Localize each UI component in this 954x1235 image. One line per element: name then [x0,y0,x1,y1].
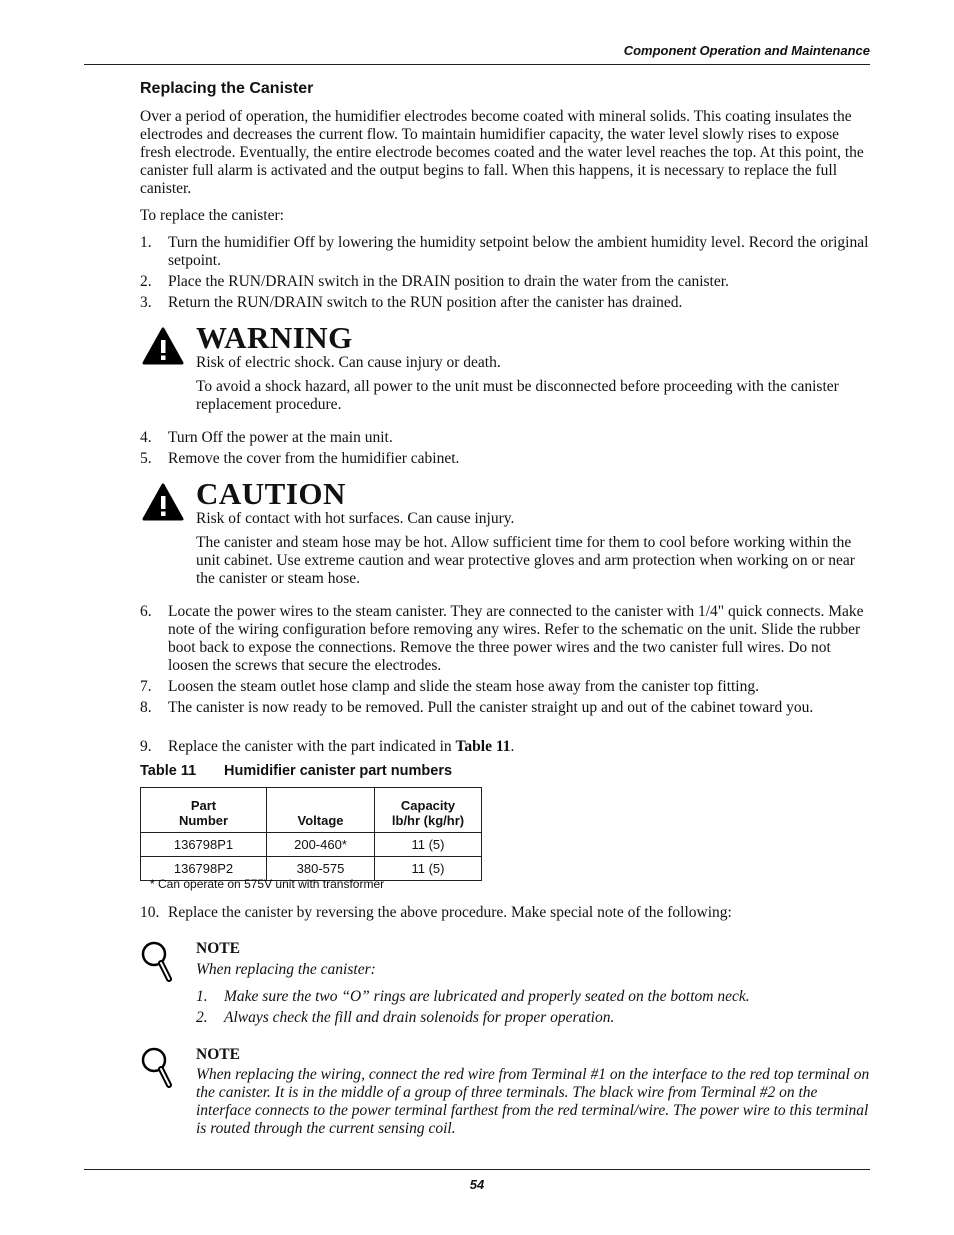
cell-voltage: 200-460* [267,833,375,857]
warning-text: Risk of electric shock. Can cause injury or death. [196,354,501,371]
header-voltage: Voltage [267,788,375,833]
caution-detail: The canister and steam hose may be hot. Allow sufficient time for them to cool before working within the unit cabinet. Use extreme caution and wear protective gloves and arm protection when working on or near the canister or steam hose. [196,534,855,587]
step-item [140,450,870,468]
step-number: 8. [140,699,152,716]
cell-voltage: 380-575 [267,857,375,881]
caution-text: Risk of contact with hot surfaces. Can cause injury. [196,510,515,527]
step-item [140,294,870,312]
footer-rule [84,1169,870,1170]
step-number: 5. [140,450,152,467]
cell-part: 136798P1 [141,833,267,857]
header-capacity: Capacity lb/hr (kg/hr) [375,788,482,833]
step-number: 3. [140,294,152,311]
magnifier-icon [140,1046,174,1088]
caution-title: CAUTION [196,476,346,511]
step-text: Replace the canister by reversing the above procedure. Make special note of the following: [168,904,732,921]
step-item [140,429,870,447]
table-title: Humidifier canister part numbers [224,763,453,779]
step-text: Locate the power wires to the steam canister. They are connected to the canister with 1/4" quick connects. Make note of the wiring configuration before removing any wires. Refer to the schematic on the unit. Slide the rubber boot back to expose the connections. Remove the three power wires and the two canister full wires. Do not loosen the screws that secure the electrodes. [168,603,864,674]
magnifier-icon [140,940,174,982]
page-number: 54 [469,1177,485,1192]
step-text: Turn Off the power at the main unit. [168,429,393,446]
table-label: Table 11 [140,763,197,779]
table-caption [140,763,452,779]
step-item [140,603,870,675]
cell-capacity: 11 (5) [375,857,482,881]
cell-part: 136798P2 [141,857,267,881]
step-text: Place the RUN/DRAIN switch in the DRAIN position to drain the water from the canister. [168,273,729,290]
note-text: When replacing the wiring, connect the red wire from Terminal #1 on the interface to the red top terminal on the canister. It is in the middle of a group of three terminals. The black wire from Terminal #2 on the interface connects to the power terminal farthest from the red terminal/wire. The power wire to this terminal is routed through the current sensing coil. [196,1066,870,1137]
warning-triangle-icon [142,327,184,365]
header-rule [84,64,870,65]
step-item [140,273,870,291]
table-header-row [141,788,482,833]
step-number: 2. [140,273,152,290]
step-number: 9. [140,738,152,755]
step-number: 4. [140,429,152,446]
table-reference-link[interactable]: Table 11 [455,738,511,755]
note-list-item [196,988,870,1006]
parts-table [140,787,482,881]
step-item [140,738,870,756]
lead-in-text: To replace the canister: [140,207,284,224]
step-item [140,678,870,696]
step-text-body: Replace the canister with the part indicated in [168,738,456,755]
step-text: Remove the cover from the humidifier cabinet. [168,450,460,467]
note-item-number: 1. [196,988,208,1005]
table-footnote: * Can operate on 575V unit with transformer [150,877,385,891]
step-number: 7. [140,678,152,695]
step-number: 1. [140,234,152,251]
caution-triangle-icon [142,483,184,521]
step-text: Return the RUN/DRAIN switch to the RUN position after the canister has drained. [168,294,683,311]
step-number: 10. [140,904,160,921]
step-number: 6. [140,603,152,620]
warning-detail: To avoid a shock hazard, all power to the unit must be disconnected before proceeding with the canister replacement procedure. [196,378,839,413]
note-item-text: Always check the fill and drain solenoids for proper operation. [224,1009,615,1026]
step-item [140,904,870,922]
note-item-number: 2. [196,1009,208,1026]
step-item [140,699,870,717]
step-item [140,234,870,270]
note-intro: When replacing the canister: [196,961,376,978]
header-part-number: Part Number [141,788,267,833]
note-heading: NOTE [196,1046,240,1063]
step-text: Loosen the steam outlet hose clamp and slide the steam hose away from the canister top fitting. [168,678,759,695]
step-text [168,738,870,756]
step-text: Turn the humidifier Off by lowering the humidity setpoint below the ambient humidity level. Record the original setpoint. [168,234,869,269]
table-row [141,833,482,857]
section-title: Replacing the Canister [140,80,314,97]
step-text: The canister is now ready to be removed. Pull the canister straight up and out of the cabinet toward you. [168,699,814,716]
warning-title: WARNING [196,320,353,355]
note-list-item [196,1009,870,1027]
running-header: Component Operation and Maintenance [623,43,870,58]
step-text-end: . [510,738,515,755]
note-item-text: Make sure the two “O” rings are lubricated and properly seated on the bottom neck. [224,988,750,1005]
note-heading: NOTE [196,940,240,957]
intro-paragraph: Over a period of operation, the humidifier electrodes become coated with mineral solids. This coating insulates the electrodes and decreases the current flow. To maintain humidifier capacity, the water level slowly rises to expose fresh electrode. Eventually, the entire electrode becomes coated and the water level reaches the top. At this point, the canister full alarm is activated and the output begins to fall. When this happens, it is necessary to replace the full canister. [140,108,864,197]
cell-capacity: 11 (5) [375,833,482,857]
